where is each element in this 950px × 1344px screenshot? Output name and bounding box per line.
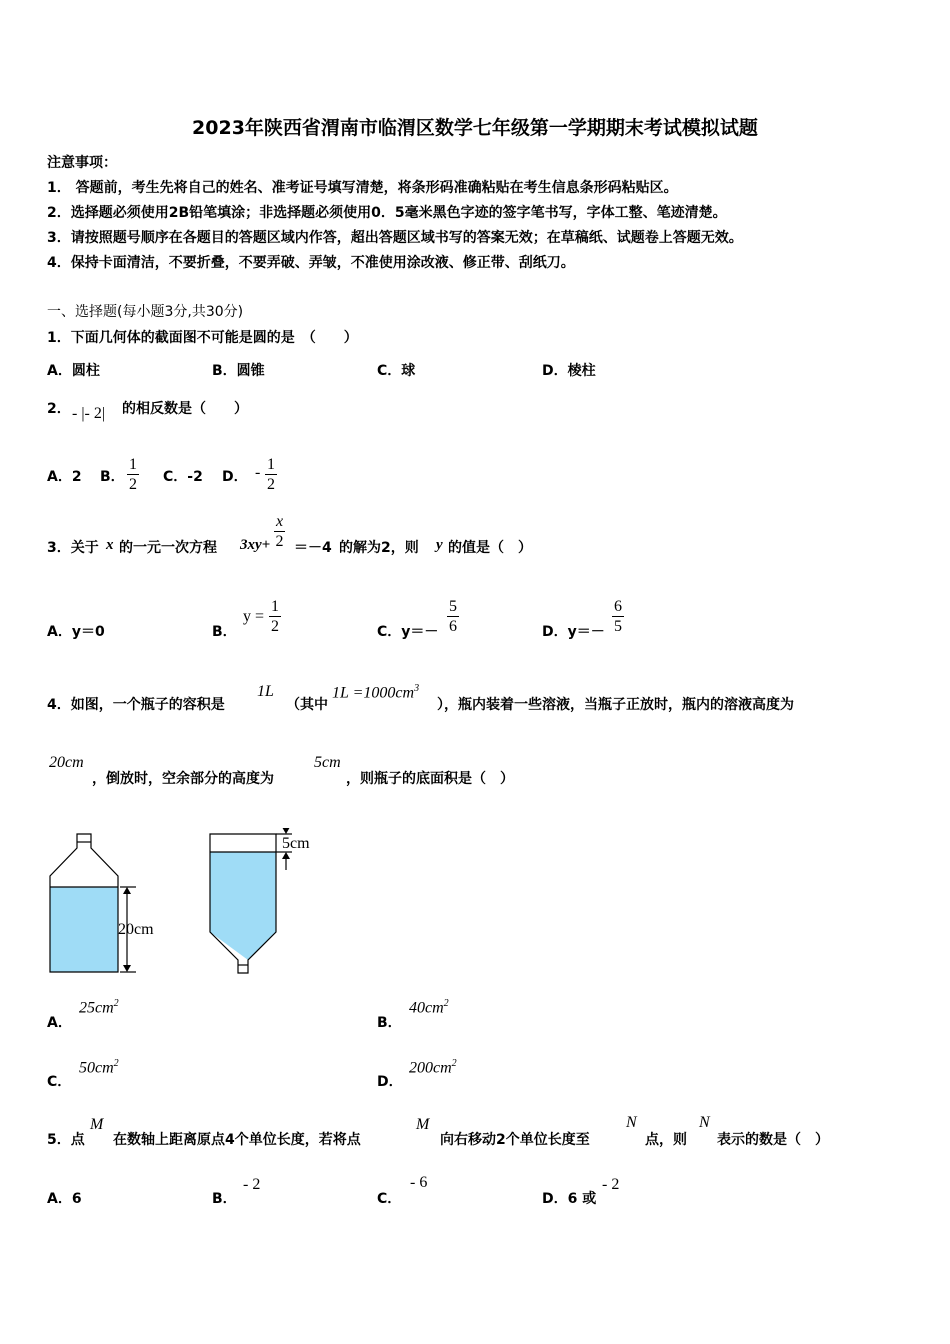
q4-tail: ，则瓶子的底面积是（ ）: [346, 771, 514, 787]
q2-expression: - |- 2|: [72, 405, 106, 422]
q1-option-b: B．圆锥: [212, 363, 265, 379]
q2-d-minus: -: [255, 464, 261, 481]
q5-s4: 点，则: [645, 1132, 687, 1148]
q4-option-c-label: C．: [47, 1074, 72, 1090]
q2-number: 2．: [47, 401, 71, 417]
q4-volume: 1L: [257, 683, 274, 700]
inverted-bottle: [210, 834, 276, 973]
q2-option-a: A．2: [47, 469, 82, 485]
q3-b-expr: y =: [243, 608, 265, 625]
q4-option-c-value: $50cm^2$: [79, 1058, 119, 1077]
q4-option-d-value: $200cm^2$: [409, 1058, 457, 1077]
q4-height-2: 5cm: [314, 754, 341, 771]
q3-tail1: 的解为2，则: [339, 540, 419, 556]
q3-var-y: y: [436, 537, 443, 553]
q3-number: 3．关于: [47, 540, 99, 556]
q5-s3: 向右移动2个单位长度至: [440, 1132, 590, 1148]
q3-option-d: D．y＝－: [542, 624, 605, 640]
page-title: 2023年陕西省渭南市临渭区数学七年级第一学期期末考试模拟试题: [192, 117, 758, 139]
q2-b-fraction: $\frac{1}{2}$: [129, 456, 137, 493]
q3-expr: 3xy+: [240, 537, 271, 553]
q5-option-c-value: - 6: [410, 1174, 428, 1191]
q4-option-b-value: $40cm^2$: [409, 998, 449, 1017]
q3-d-fraction: $\frac{6}{5}$: [614, 598, 622, 635]
q5-option-b-value: - 2: [243, 1176, 261, 1193]
q5-option-b: B．: [212, 1191, 237, 1207]
q3-mid: 的一元一次方程: [119, 540, 217, 556]
q4-height-1: 20cm: [49, 754, 84, 771]
q3-eq: ＝－4: [294, 540, 332, 556]
q5-s2: 在数轴上距离原点4个单位长度，若将点: [113, 1132, 361, 1148]
q4-option-a-value: $25cm^2$: [79, 998, 119, 1017]
q5-point-n-2: N: [699, 1114, 710, 1131]
q4-paren-open: （其中: [286, 697, 328, 713]
q2-d-fraction: $\frac{1}{2}$: [267, 456, 275, 493]
q5-point-n: N: [626, 1114, 637, 1131]
q5-point-m-2: M: [416, 1116, 430, 1133]
fig-label-5cm: 5cm: [282, 835, 310, 852]
q3-option-a: A．y＝0: [47, 624, 105, 640]
inverted-liquid: [210, 852, 276, 960]
q2-tail: 的相反数是（ ）: [122, 401, 248, 417]
note-item: 3．请按照题号顺序在各题目的答题区域内作答，超出答题区域书写的答案无效；在草稿纸、试题卷上答题无效。: [47, 230, 743, 246]
q5-option-d: D．6 或: [542, 1191, 597, 1207]
notes-heading: 注意事项：: [47, 155, 117, 171]
q2-option-b: B．: [100, 469, 125, 485]
q5-option-a: A．6: [47, 1191, 82, 1207]
note-item: 4．保持卡面清洁，不要折叠，不要弄破、弄皱，不准使用涂改液、修正带、刮纸刀。: [47, 255, 575, 271]
q2-option-c: C．-2: [163, 469, 203, 485]
q3-option-b: B．: [212, 624, 237, 640]
q2-option-d: D．: [222, 469, 248, 485]
q4-bottle-figure: [40, 828, 330, 978]
q3-b-fraction: $\frac{1}{2}$: [271, 598, 279, 635]
q5-s5: 表示的数是（ ）: [717, 1132, 829, 1148]
q5-s1: 5．点: [47, 1132, 85, 1148]
section-heading: 一、选择题(每小题3分,共30分): [47, 304, 244, 320]
fig-label-20cm: 20cm: [118, 921, 154, 938]
q4-paren-close: ），瓶内装着一些溶液，当瓶子正放时，瓶内的溶液高度为: [437, 697, 794, 713]
q5-option-c: C．: [377, 1191, 402, 1207]
q4-option-d-label: D．: [377, 1074, 403, 1090]
note-item: 2．选择题必须使用2B铅笔填涂；非选择题必须使用0．5毫米黑色字迹的签字笔书写，字体工整、笔迹清楚。: [47, 205, 727, 221]
q1-stem: 1．下面几何体的截面图不可能是圆的是 （ ）: [47, 330, 358, 346]
q1-option-a: A．圆柱: [47, 363, 100, 379]
q5-point-m: M: [90, 1116, 104, 1133]
q3-fraction: $\frac{x}{2}$: [275, 513, 284, 550]
q1-option-c: C．球: [377, 363, 416, 379]
q5-option-d-value: - 2: [602, 1176, 620, 1193]
upright-bottle: [50, 834, 118, 972]
q4-mid: ，倒放时，空余部分的高度为: [92, 771, 274, 787]
q4-stem-1: 4．如图，一个瓶子的容积是: [47, 697, 225, 713]
q3-var-x: x: [106, 537, 114, 553]
note-item: 1． 答题前，考生先将自己的姓名、准考证号填写清楚，将条形码准确粘贴在考生信息条形码粘贴区。: [47, 180, 678, 196]
q4-conversion: $1L =1000cm^3$: [332, 683, 420, 702]
q1-option-d: D．棱柱: [542, 363, 596, 379]
q4-option-b-label: B．: [377, 1015, 402, 1031]
q3-tail2: 的值是（ ）: [448, 540, 532, 556]
q3-c-fraction: $\frac{5}{6}$: [449, 598, 457, 635]
q4-option-a-label: A．: [47, 1015, 72, 1031]
q3-option-c: C．y＝－: [377, 624, 439, 640]
upright-liquid: [50, 887, 118, 972]
